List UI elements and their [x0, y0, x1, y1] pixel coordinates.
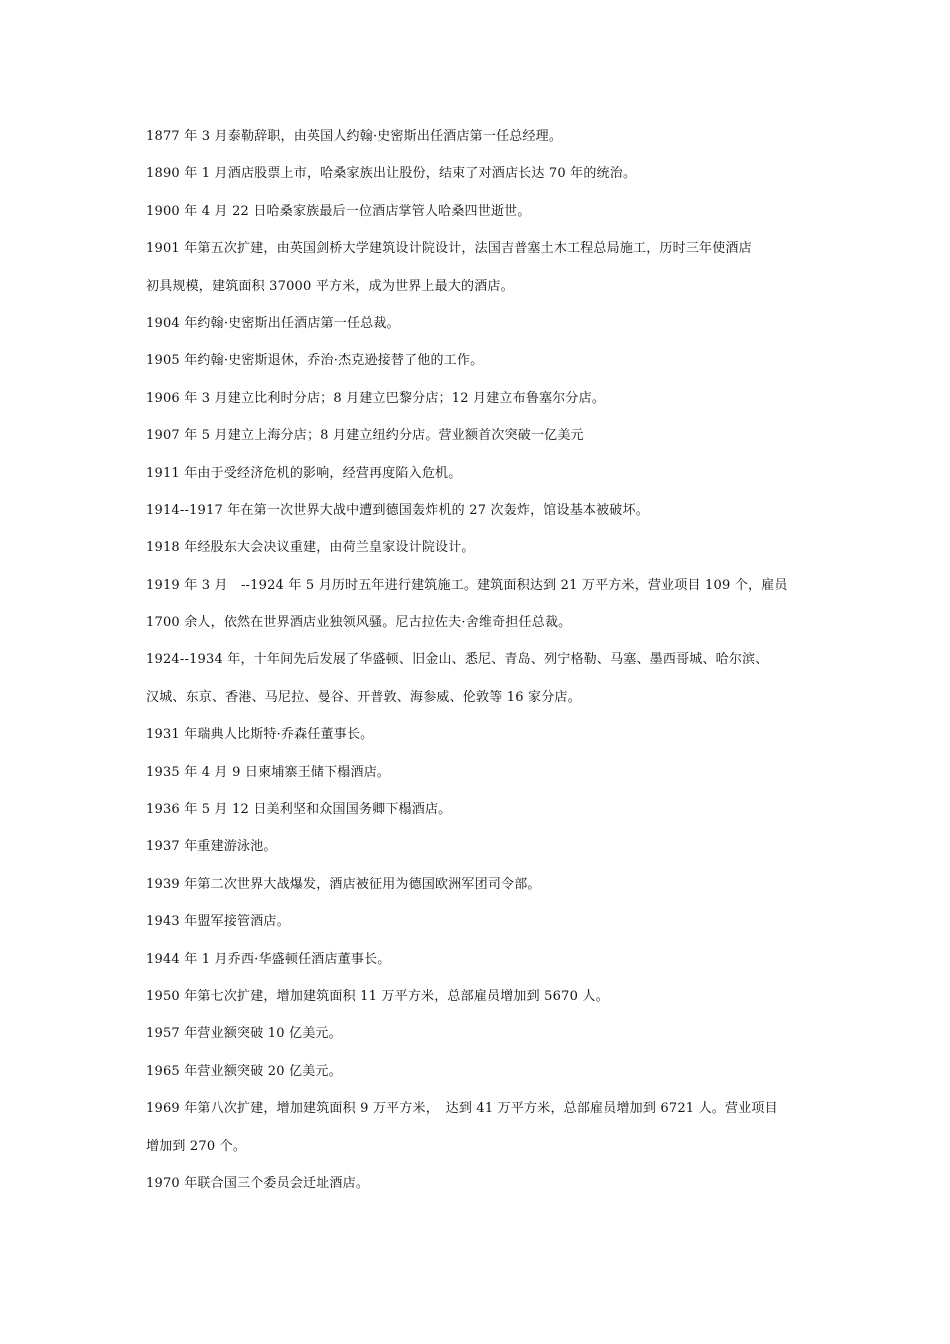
text-line: 1939 年第二次世界大战爆发，酒店被征用为德国欧洲军团司令部。 — [146, 876, 541, 892]
text-line: 初具规模，建筑面积 37000 平方米，成为世界上最大的酒店。 — [146, 278, 514, 294]
text-line: 汉城、东京、香港、马尼拉、曼谷、开普敦、海参威、伦敦等 16 家分店。 — [146, 689, 581, 705]
document-body — [146, 126, 816, 1210]
text-line: 1924--1934 年，十年间先后发展了华盛顿、旧金山、悉尼、青岛、列宁格勒、马塞、墨西哥城、哈尔滨、 — [146, 652, 769, 668]
text-line: 1906 年 3 月建立比利时分店；8 月建立巴黎分店；12 月建立布鲁塞尔分店。 — [146, 390, 606, 406]
text-line: 1877 年 3 月泰勒辞职，由英国人约翰·史密斯出任酒店第一任总经理。 — [146, 129, 563, 144]
text-line: 1905 年约翰·史密斯退休，乔治·杰克逊接替了他的工作。 — [146, 353, 484, 369]
text-line: 1969 年第八次扩建，增加建筑面积 9 万平方米， 达到 41 万平方米，总部雇员增加到 6721 人。营业项目 — [146, 1101, 778, 1117]
text-line: 1904 年约翰·史密斯出任酒店第一任总裁。 — [146, 315, 400, 331]
text-line: 1950 年第七次扩建，增加建筑面积 11 万平方米，总部雇员增加到 5670 人。 — [146, 988, 609, 1004]
text-line: 1919 年 3 月 --1924 年 5 月历时五年进行建筑施工。建筑面积达到 21 万平方米，营业项目 109 个，雇员 — [146, 577, 788, 593]
text-line: 1700 余人，依然在世界酒店业独领风骚。尼古拉佐夫·舍维奇担任总裁。 — [146, 615, 572, 631]
text-line: 1918 年经股东大会决议重建，由荷兰皇家设计院设计。 — [146, 540, 475, 556]
text-line: 1901 年第五次扩建，由英国剑桥大学建筑设计院设计，法国吉普塞土木工程总局施工，历时三年使酒店 — [146, 241, 752, 257]
text-line: 1931 年瑞典人比斯特·乔森任董事长。 — [146, 727, 374, 743]
text-line: 1937 年重建游泳池。 — [146, 839, 277, 855]
text-line: 1970 年联合国三个委员会迁址酒店。 — [146, 1175, 370, 1191]
text-line: 1914--1917 年在第一次世界大战中遭到德国轰炸机的 27 次轰炸，馆设基本被破坏。 — [146, 502, 649, 518]
text-line: 增加到 270 个。 — [146, 1138, 247, 1154]
text-line: 1944 年 1 月乔西·华盛顿任酒店董事长。 — [146, 951, 391, 967]
text-line: 1900 年 4 月 22 日哈桑家族最后一位酒店掌管人哈桑四世逝世。 — [146, 203, 531, 219]
text-line: 1911 年由于受经济危机的影响，经营再度陷入危机。 — [146, 465, 462, 481]
text-line: 1890 年 1 月酒店股票上市，哈桑家族出让股份，结束了对酒店长达 70 年的统治。 — [146, 166, 637, 182]
text-line: 1943 年盟军接管酒店。 — [146, 914, 290, 930]
text-line: 1907 年 5 月建立上海分店；8 月建立纽约分店。营业额首次突破一亿美元 — [146, 428, 584, 444]
text-line: 1935 年 4 月 9 日柬埔寨王储下榻酒店。 — [146, 764, 391, 780]
text-line: 1957 年营业额突破 10 亿美元。 — [146, 1026, 342, 1042]
text-line: 1965 年营业额突破 20 亿美元。 — [146, 1063, 342, 1079]
text-line: 1936 年 5 月 12 日美利坚和众国国务卿下榻酒店。 — [146, 802, 452, 818]
